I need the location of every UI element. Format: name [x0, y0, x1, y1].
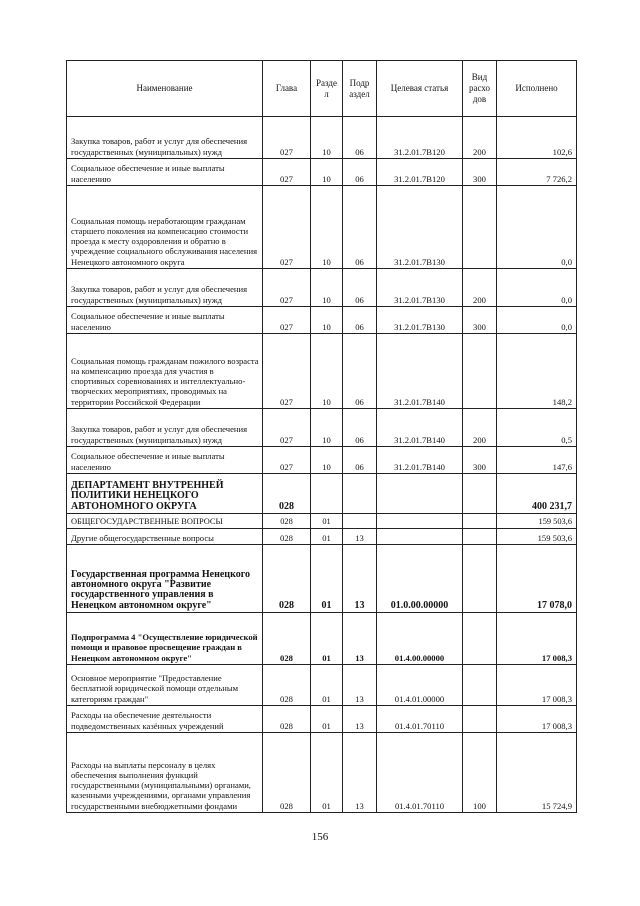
table-row [67, 665, 577, 706]
cell-glava: 027 [263, 117, 311, 159]
cell-razdel [311, 474, 343, 514]
cell-glava: 027 [263, 447, 311, 474]
cell-name: Социальное обеспечение и иные выплаты населению [67, 447, 263, 474]
cell-amount: 147,6 [497, 447, 577, 474]
header-row [67, 61, 577, 117]
cell-vid: 200 [463, 117, 497, 159]
cell-celevaya [377, 514, 463, 529]
cell-name: Расходы на обеспечение деятельности подведомственных казённых учреждений [67, 706, 263, 733]
cell-glava: 028 [263, 733, 311, 813]
cell-razdel: 01 [311, 706, 343, 733]
cell-vid: 200 [463, 409, 497, 447]
cell-vid [463, 545, 497, 613]
cell-podrazdel: 06 [343, 334, 377, 409]
header-name: Наименование [67, 61, 263, 117]
cell-vid: 300 [463, 159, 497, 186]
cell-amount: 102,6 [497, 117, 577, 159]
cell-vid: 100 [463, 733, 497, 813]
cell-vid [463, 529, 497, 545]
cell-vid: 200 [463, 269, 497, 307]
cell-celevaya: 01.4.01.70110 [377, 706, 463, 733]
cell-podrazdel: 06 [343, 117, 377, 159]
header-celevaya: Целевая статья [377, 61, 463, 117]
cell-glava: 028 [263, 514, 311, 529]
cell-name: Основное мероприятие "Предоставление бесплатной юридической помощи отдельным категориям граждан" [67, 665, 263, 706]
cell-amount: 17 008,3 [497, 613, 577, 665]
cell-glava: 028 [263, 665, 311, 706]
cell-celevaya [377, 474, 463, 514]
cell-vid [463, 514, 497, 529]
cell-vid [463, 186, 497, 269]
cell-vid [463, 334, 497, 409]
cell-podrazdel: 06 [343, 447, 377, 474]
cell-glava: 027 [263, 186, 311, 269]
cell-podrazdel [343, 514, 377, 529]
cell-name: ДЕПАРТАМЕНТ ВНУТРЕННЕЙ ПОЛИТИКИ НЕНЕЦКОГО АВТОНОМНОГО ОКРУГА [67, 474, 263, 514]
cell-amount: 0,0 [497, 307, 577, 334]
cell-celevaya: 01.4.01.00000 [377, 665, 463, 706]
table-row [67, 529, 577, 545]
cell-celevaya: 31.2.01.7В130 [377, 269, 463, 307]
cell-name: Закупка товаров, работ и услуг для обеспечения государственных (муниципальных) нужд [67, 117, 263, 159]
cell-glava: 027 [263, 334, 311, 409]
cell-razdel: 10 [311, 117, 343, 159]
cell-razdel: 01 [311, 529, 343, 545]
cell-amount: 0,0 [497, 269, 577, 307]
cell-celevaya: 31.2.01.7В140 [377, 334, 463, 409]
cell-podrazdel: 06 [343, 307, 377, 334]
cell-amount: 148,2 [497, 334, 577, 409]
cell-podrazdel: 13 [343, 665, 377, 706]
cell-podrazdel: 13 [343, 613, 377, 665]
table-row [67, 706, 577, 733]
cell-name: Государственная программа Ненецкого автономного округа "Развитие государственного управления в Ненецком автономном округе" [67, 545, 263, 613]
cell-glava: 028 [263, 706, 311, 733]
cell-name: ОБЩЕГОСУДАРСТВЕННЫЕ ВОПРОСЫ [67, 514, 263, 529]
cell-podrazdel: 06 [343, 159, 377, 186]
cell-glava: 027 [263, 409, 311, 447]
table-row [67, 186, 577, 269]
cell-name: Закупка товаров, работ и услуг для обеспечения государственных (муниципальных) нужд [67, 409, 263, 447]
header-podrazdel: Подр аздел [343, 61, 377, 117]
table-row [67, 613, 577, 665]
cell-podrazdel: 06 [343, 409, 377, 447]
table-row [67, 409, 577, 447]
page-number: 156 [311, 831, 329, 843]
cell-celevaya: 31.2.01.7В120 [377, 117, 463, 159]
cell-razdel: 10 [311, 307, 343, 334]
cell-celevaya [377, 529, 463, 545]
cell-celevaya: 01.4.00.00000 [377, 613, 463, 665]
cell-celevaya: 31.2.01.7В140 [377, 409, 463, 447]
table-row [67, 447, 577, 474]
cell-celevaya: 01.0.00.00000 [377, 545, 463, 613]
cell-podrazdel [343, 474, 377, 514]
cell-podrazdel: 13 [343, 545, 377, 613]
cell-amount: 400 231,7 [497, 474, 577, 514]
cell-razdel: 01 [311, 733, 343, 813]
table-row [67, 545, 577, 613]
cell-vid [463, 613, 497, 665]
cell-celevaya: 31.2.01.7В130 [377, 307, 463, 334]
cell-podrazdel: 13 [343, 733, 377, 813]
cell-podrazdel: 13 [343, 706, 377, 733]
cell-razdel: 01 [311, 613, 343, 665]
table-row [67, 474, 577, 514]
cell-podrazdel: 13 [343, 529, 377, 545]
cell-podrazdel: 06 [343, 186, 377, 269]
cell-amount: 0,5 [497, 409, 577, 447]
cell-razdel: 10 [311, 409, 343, 447]
cell-vid [463, 706, 497, 733]
cell-name: Закупка товаров, работ и услуг для обеспечения государственных (муниципальных) нужд [67, 269, 263, 307]
table-row [67, 514, 577, 529]
cell-razdel: 01 [311, 514, 343, 529]
cell-glava: 028 [263, 529, 311, 545]
table-row [67, 307, 577, 334]
cell-amount: 159 503,6 [497, 514, 577, 529]
budget-table [66, 60, 577, 813]
cell-celevaya: 31.2.01.7В140 [377, 447, 463, 474]
cell-amount: 159 503,6 [497, 529, 577, 545]
cell-name: Социальное обеспечение и иные выплаты населению [67, 307, 263, 334]
cell-celevaya: 31.2.01.7В120 [377, 159, 463, 186]
table-row [67, 117, 577, 159]
cell-amount: 17 008,3 [497, 706, 577, 733]
cell-amount: 15 724,9 [497, 733, 577, 813]
cell-podrazdel: 06 [343, 269, 377, 307]
cell-glava: 028 [263, 613, 311, 665]
cell-razdel: 10 [311, 334, 343, 409]
cell-amount: 17 008,3 [497, 665, 577, 706]
table-body [67, 117, 577, 813]
header-razdel: Разде л [311, 61, 343, 117]
cell-celevaya: 31.2.01.7В130 [377, 186, 463, 269]
header-vid: Вид расхо дов [463, 61, 497, 117]
cell-celevaya: 01.4.01.70110 [377, 733, 463, 813]
cell-name: Социальная помощь неработающим гражданам старшего поколения на компенсацию стоимости проезда к месту оздоровления и обратно в учреждение социального обслуживания населения Ненецкого автономного округа [67, 186, 263, 269]
cell-name: Социальное обеспечение и иные выплаты населению [67, 159, 263, 186]
cell-vid: 300 [463, 447, 497, 474]
cell-razdel: 01 [311, 545, 343, 613]
cell-amount: 0,0 [497, 186, 577, 269]
cell-razdel: 01 [311, 665, 343, 706]
cell-vid [463, 474, 497, 514]
cell-name: Другие общегосударственные вопросы [67, 529, 263, 545]
cell-name: Подпрограмма 4 "Осуществление юридической помощи и правовое просвещение граждан в Ненецком автономном округе" [67, 613, 263, 665]
cell-glava: 028 [263, 545, 311, 613]
cell-vid: 300 [463, 307, 497, 334]
table-row [67, 269, 577, 307]
cell-name: Расходы на выплаты персоналу в целях обеспечения выполнения функций государственными (муниципальными) органами, казенными учреждениями, органами управления государственными внебюджетными фондами [67, 733, 263, 813]
cell-razdel: 10 [311, 447, 343, 474]
table-row [67, 733, 577, 813]
cell-glava: 027 [263, 307, 311, 334]
cell-glava: 027 [263, 269, 311, 307]
cell-vid [463, 665, 497, 706]
cell-glava: 027 [263, 159, 311, 186]
cell-amount: 7 726,2 [497, 159, 577, 186]
table-row [67, 159, 577, 186]
cell-razdel: 10 [311, 159, 343, 186]
header-ispolneno: Исполнено [497, 61, 577, 117]
cell-name: Социальная помощь гражданам пожилого возраста на компенсацию проезда для участия в спортивных соревнованиях и интеллектуально-творческих мероприятиях, проводимых на территории Российской Федерации [67, 334, 263, 409]
cell-razdel: 10 [311, 186, 343, 269]
cell-razdel: 10 [311, 269, 343, 307]
table-row [67, 334, 577, 409]
cell-glava: 028 [263, 474, 311, 514]
header-glava: Глава [263, 61, 311, 117]
cell-amount: 17 078,0 [497, 545, 577, 613]
